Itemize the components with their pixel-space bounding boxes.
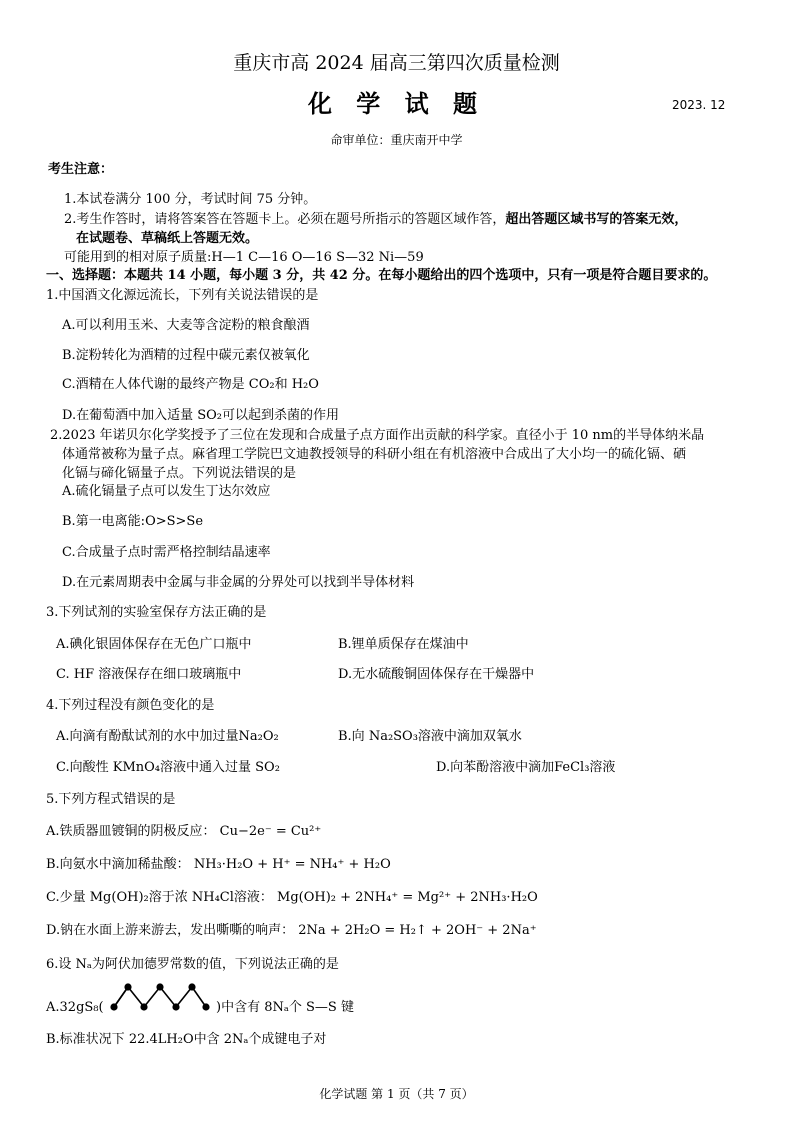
q3-option-d: D.无水硫酸铜固体保存在干燥器中 xyxy=(338,667,535,682)
q4-stem: 4.下列过程没有颜色变化的是 xyxy=(46,698,215,713)
q2-option-b: B.第一电离能:O>S>Se xyxy=(62,514,204,529)
q6-stem: 6.设 Nₐ为阿伏加德罗常数的值，下列说法正确的是 xyxy=(46,957,339,972)
exam-date: 2023. 12 xyxy=(672,98,726,112)
q6-option-b: B.标准状况下 22.4LH₂O中含 2Nₐ个成键电子对 xyxy=(46,1032,327,1047)
q4-option-a: A.向滴有酚酞试剂的水中加过量Na₂O₂ xyxy=(56,729,279,744)
q1-option-b: B.淀粉转化为酒精的过程中碳元素仅被氧化 xyxy=(62,348,310,363)
exam-subject-title: 化 学 试 题 xyxy=(307,89,486,118)
notice-item-2-continued: 在试题卷、草稿纸上答题无效。 xyxy=(76,231,259,246)
notice-item-2 xyxy=(64,212,687,228)
notice-item-1: 1.本试卷满分 100 分，考试时间 75 分钟。 xyxy=(64,192,317,207)
s8-ring-structure-diagram xyxy=(108,977,214,1021)
q5-stem: 5.下列方程式错误的是 xyxy=(46,792,176,807)
q5-option-d: D.钠在水面上游来游去，发出嘶嘶的响声： 2Na + 2H₂O = H₂↑ + 2OH⁻ + 2Na⁺ xyxy=(46,923,537,938)
page-footer: 化学试题 第 1 页（共 7 页） xyxy=(319,1087,474,1101)
q4-option-c: C.向酸性 KMnO₄溶液中通入过量 SO₂ xyxy=(56,760,280,775)
q4-option-b: B.向 Na₂SO₃溶液中滴加双氧水 xyxy=(338,729,522,744)
q2-option-c: C.合成量子点时需严格控制结晶速率 xyxy=(62,545,271,560)
q2-stem-line-3: 化镉与碲化镉量子点。下列说法错误的是 xyxy=(62,466,297,481)
q2-stem-line-1: 2.2023 年诺贝尔化学奖授予了三位在发现和合成量子点方面作出贡献的科学家。直径小于 10 nm的半导体纳米晶 xyxy=(50,428,705,443)
q1-option-c: C.酒精在人体代谢的最终产物是 CO₂和 H₂O xyxy=(62,377,319,392)
q5-option-c: C.少量 Mg(OH)₂溶于浓 NH₄Cl溶液： Mg(OH)₂ + 2NH₄⁺ = Mg²⁺ + 2NH₃·H₂O xyxy=(46,890,538,905)
q6-option-a-prefix: A.32gS₈( xyxy=(46,1000,104,1015)
atomic-mass-list: 可能用到的相对原子质量:H—1 C—16 O—16 S—32 Ni—59 xyxy=(64,250,424,265)
q2-stem-line-2: 体通常被称为量子点。麻省理工学院巴文迪教授领导的科研小组在有机溶液中合成出了大小均一的硫化镉、硒 xyxy=(62,447,687,462)
section-heading: 一、选择题：本题共 14 小题，每小题 3 分，共 42 分。在每小题给出的四个选项中，只有一项是符合题目要求的。 xyxy=(46,268,717,283)
q3-option-c: C. HF 溶液保存在细口玻璃瓶中 xyxy=(56,667,242,682)
q5-option-a: A.铁质器皿镀铜的阴极反应： Cu−2e⁻ = Cu²⁺ xyxy=(46,824,322,839)
q3-option-a: A.碘化银固体保存在无色广口瓶中 xyxy=(56,637,252,652)
q3-stem: 3.下列试剂的实验室保存方法正确的是 xyxy=(46,605,267,620)
q1-stem: 1.中国酒文化源远流长，下列有关说法错误的是 xyxy=(46,288,319,303)
exam-author-unit: 命审单位：重庆南开中学 xyxy=(330,133,463,147)
q2-option-a: A.硫化镉量子点可以发生丁达尔效应 xyxy=(62,484,271,499)
exam-header-title: 重庆市高 2024 届高三第四次质量检测 xyxy=(233,52,560,74)
notice-item-2-bold: 超出答题区域书写的答案无效， xyxy=(505,212,688,227)
q1-option-a: A.可以利用玉米、大麦等含淀粉的粮食酿酒 xyxy=(62,318,310,333)
q1-option-d: D.在葡萄酒中加入适量 SO₂可以起到杀菌的作用 xyxy=(62,408,339,423)
q5-option-b: B.向氨水中滴加稀盐酸： NH₃·H₂O + H⁺ = NH₄⁺ + H₂O xyxy=(46,857,391,872)
q4-option-d: D.向苯酚溶液中滴加FeCl₃溶液 xyxy=(436,760,616,775)
notice-heading: 考生注意： xyxy=(48,162,114,177)
notice-item-2-text: 2.考生作答时，请将答案答在答题卡上。必须在题号所指示的答题区域作答， xyxy=(64,212,506,227)
q2-option-d: D.在元素周期表中金属与非金属的分界处可以找到半导体材料 xyxy=(62,575,415,590)
q6-option-a-suffix: )中含有 8Nₐ个 S—S 键 xyxy=(216,1000,354,1015)
q3-option-b: B.锂单质保存在煤油中 xyxy=(338,637,469,652)
